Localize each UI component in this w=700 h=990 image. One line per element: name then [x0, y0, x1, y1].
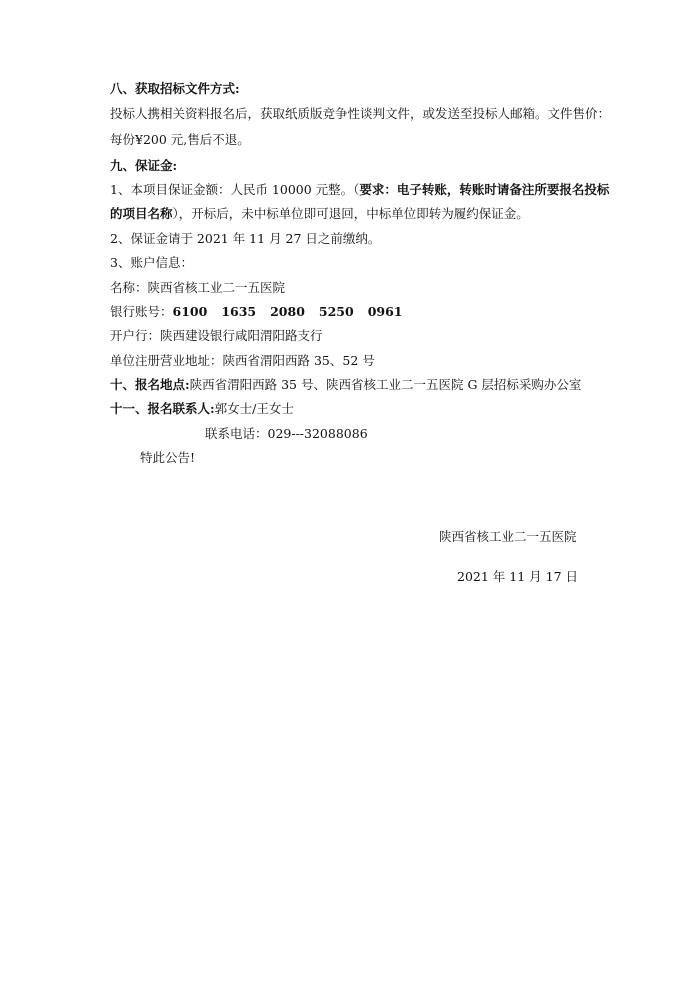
bank-account-label: 银行账号： [110, 304, 173, 319]
section-9-heading: 九、保证金: [110, 158, 178, 173]
account-group: 0961 [367, 304, 403, 319]
signature-organization: 陕西省核工业二一五医院 [439, 529, 577, 544]
contact-persons: 郭女士/王女士 [214, 401, 294, 416]
deposit-item-2: 2、保证金请于 2021 年 11 月 27 日之前缴纳。 [110, 231, 381, 246]
contact-phone: 联系电话：029---32088086 [205, 426, 368, 441]
section-11-heading: 十一、报名联系人: [110, 401, 215, 416]
deposit-item-1-prefix: 1、本项目保证金额：人民币 10000 元整。（ [110, 182, 360, 197]
bank-account-number [173, 304, 403, 319]
account-group: 1635 [221, 304, 257, 319]
account-name: 名称：陕西省核工业二一五医院 [110, 280, 286, 295]
deposit-item-1-project-name: 的项目名称 [110, 206, 173, 221]
registration-location: 陕西省渭阳西路 35 号、陕西省核工业二一五医院 G 层招标采购办公室 [189, 377, 582, 392]
deposit-item-1-rest: ），开标后，未中标单位即可退回，中标单位即转为履约保证金。 [172, 206, 529, 221]
deposit-item-3: 3、账户信息： [110, 255, 193, 270]
registered-address: 单位注册营业地址：陕西省渭阳西路 35、52 号 [110, 353, 375, 368]
section-8-body-line1: 投标人携相关资料报名后，获取纸质版竞争性谈判文件，或发送至投标人邮箱。文件售价： [110, 106, 611, 121]
bank-account-line [110, 303, 403, 321]
closing-statement: 特此公告! [140, 450, 196, 465]
deposit-item-1-requirement: 要求：电子转账，转账时请备注所要报名投标 [359, 182, 610, 197]
account-group: 6100 [172, 304, 208, 319]
section-10-line [110, 376, 581, 394]
section-8-heading: 八、获取招标文件方式: [110, 81, 240, 96]
section-11-line [110, 400, 294, 418]
bank-branch: 开户行：陕西建设银行咸阳渭阳路支行 [110, 328, 323, 343]
deposit-item-1-line1 [110, 181, 609, 199]
section-8-body-line2: 每份¥200 元,售后不退。 [110, 132, 250, 147]
deposit-item-1-line2 [110, 205, 529, 223]
account-group: 5250 [318, 304, 354, 319]
section-10-heading: 十、报名地点: [110, 377, 190, 392]
account-group: 2080 [270, 304, 305, 319]
signature-date: 2021 年 11 月 17 日 [457, 569, 578, 584]
